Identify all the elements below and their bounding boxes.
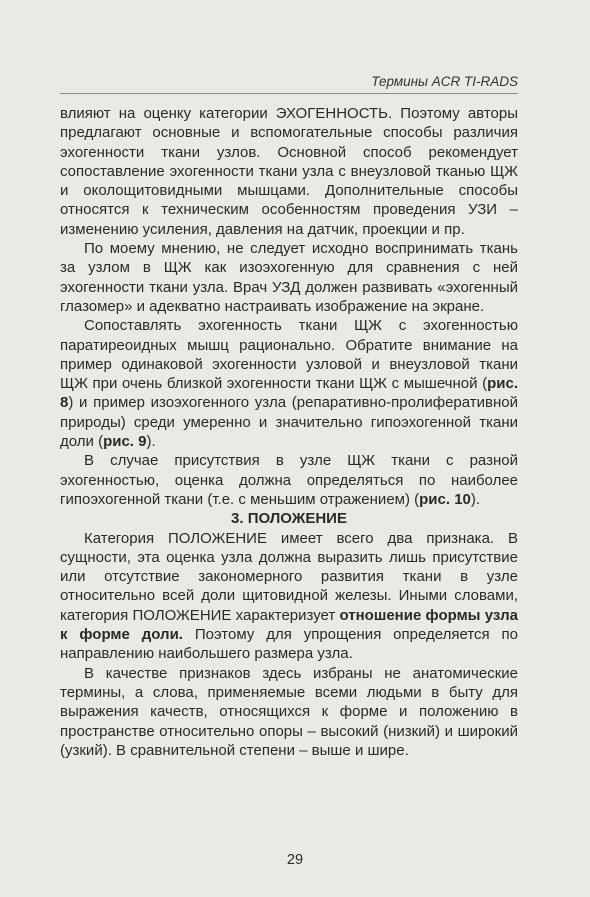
header-rule (60, 93, 518, 94)
page-number: 29 (286, 852, 304, 868)
paragraph-6: В качестве признаков здесь избраны не анатомические термины, а слова, применяемые всеми людьми в быту для выражения качеств, относящихся к форме и положению в пространстве относительно опоры – высокий (низкий) и широкий (узкий). В сравнительной степени – выше и шире. (60, 664, 518, 759)
paragraph-3-text-b: ) и пример изоэхогенного узла (репаративно-пролиферативной природы) среди умеренно и значительно гипоэхогенной ткани доли ( (60, 394, 518, 451)
running-header: Термины ACR TI-RADS (371, 74, 518, 89)
paragraph-3-text-c: ). (146, 433, 156, 451)
figure-ref-10: рис. 10 (419, 490, 471, 508)
figure-ref-8: рис. 8 (60, 375, 518, 412)
paragraph-3 (60, 316, 518, 451)
paragraph-4-text-b: ). (470, 490, 481, 508)
paragraph-5-emphasis: отношение формы узла к форме доли. (60, 606, 518, 644)
paragraph-3-text-a: Сопоставлять эхогенность ткани ЩЖ с эхогенностью паратиреоидных мышц рационально. Обратите внимание на пример одинаковой эхогенности узловой и внеузловой ткани ЩЖ при очень близкой эхогенности ткани ЩЖ с мышечной ( (60, 317, 518, 393)
paragraph-2: По моему мнению, не следует исходно воспринимать ткань за узлом в ЩЖ как изоэхогенную для сравнения с ней эхогенности ткани узла. Врач УЗД должен развивать «эхогенный глазомер» и адекватно настраивать изображение на экране. (60, 240, 518, 315)
section-heading: 3. ПОЛОЖЕНИЕ (231, 510, 347, 528)
paragraph-5 (60, 529, 518, 664)
paragraph-5-text-b: Поэтому для упрощения определяется по направлению наибольшего размера узла. (60, 626, 518, 663)
paragraph-5-text-a: Категория ПОЛОЖЕНИЕ имеет всего два признака. В сущности, эта оценка узла должна выразить лишь присутствие или отсутствие закономерного развития ткани в узле относительно всей доли щитовидной железы. Иными словами, категория ПОЛОЖЕНИЕ характеризует (60, 529, 518, 624)
figure-ref-9: рис. 9 (103, 433, 147, 451)
paragraph-4 (60, 451, 518, 509)
page-body (60, 104, 518, 760)
paragraph-4-text-a: В случае присутствия в узле ЩЖ ткани с разной эхогенностью, оценка должна определяться по наиболее гипоэхогенной ткани (т.е. с меньшим отражением) ( (60, 452, 518, 508)
paragraph-1: влияют на оценку категории ЭХОГЕННОСТЬ. Поэтому авторы предлагают основные и вспомогательные способы различия эхогенности ткани узлов. Основной способ рекомендует сопоставление эхогенности ткани узла с внеузловой тканью ЩЖ и околощитовидными мышцами. Дополнительные способы относятся к техническим особенностям проведения УЗИ – изменению усиления, давления на датчик, проекции и пр. (60, 105, 518, 238)
